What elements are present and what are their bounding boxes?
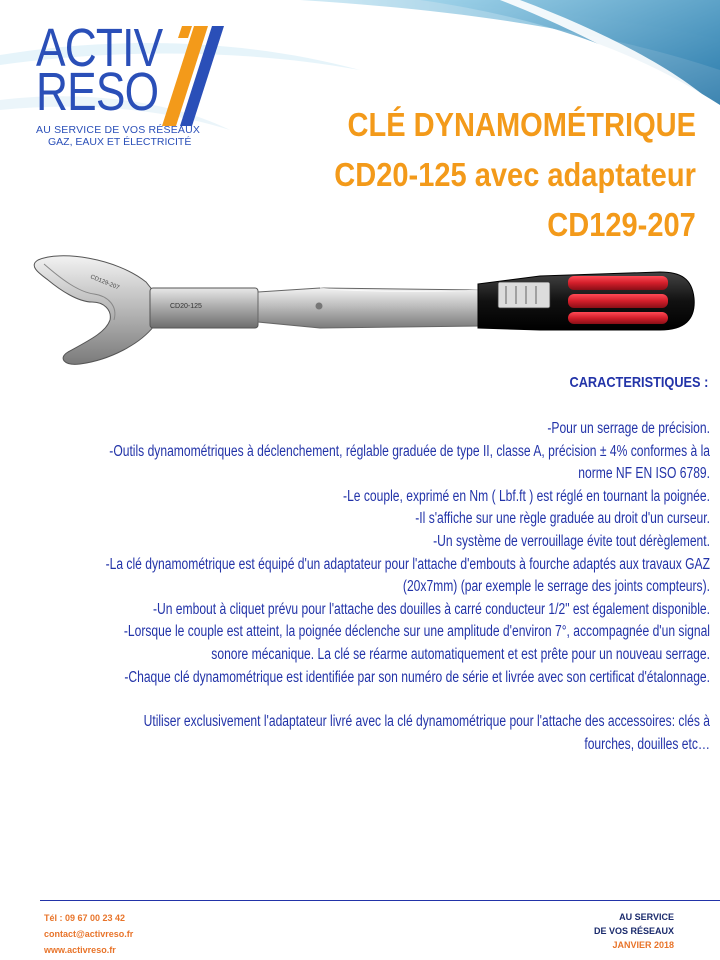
characteristic-line: norme NF EN ISO 6789. (578, 465, 710, 483)
torque-wrench-image (20, 248, 700, 372)
activreso-logo[interactable] (36, 18, 226, 154)
characteristic-line: -Lorsque le couple est atteint, la poignée déclenche sur une amplitude d'environ 7°, accompagnée d'un signal (123, 623, 710, 641)
characteristic-line: -Chaque clé dynamométrique est identifiée par son numéro de série et livrée avec son certificat d'étalonnage. (124, 668, 710, 686)
logo-wordmark-reso: RESO (36, 62, 159, 122)
paragraph-spacer (10, 689, 710, 711)
footer-website-link[interactable]: www.activreso.fr (44, 945, 116, 955)
characteristic-line: -Un système de verrouillage évite tout dérèglement. (433, 532, 710, 550)
footer-contact (44, 910, 133, 958)
footer-divider (40, 900, 720, 901)
product-title-line-1: CLÉ DYNAMOMÉTRIQUE (347, 106, 696, 143)
footer-date: JANVIER 2018 (612, 940, 674, 950)
footer-tagline-2: DE VOS RÉSEAUX (593, 926, 674, 936)
characteristic-line: -Le couple, exprimé en Nm ( Lbf.ft ) est réglé en tournant la poignée. (343, 487, 710, 505)
usage-note-line: Utiliser exclusivement l'adaptateur livré avec la clé dynamométrique pour l'attache des accessoires: clés à (143, 713, 710, 731)
characteristic-line: sonore mécanique. La clé se réarme automatiquement et est prête pour un nouveau serrage. (211, 645, 710, 663)
characteristics-list (10, 418, 710, 756)
logo-slashes-icon (154, 26, 224, 126)
characteristic-line: (20x7mm) (par exemple le serrage des joints compteurs). (402, 578, 710, 596)
footer-phone[interactable]: Tél : 09 67 00 23 42 (44, 913, 126, 923)
footer-tagline-1: AU SERVICE (619, 912, 674, 922)
svg-text:CD129-207: CD129-207 (89, 274, 120, 292)
characteristic-line: -Il s'affiche sur une règle graduée au droit d'un curseur. (415, 510, 710, 528)
characteristic-line: -Pour un serrage de précision. (547, 420, 710, 437)
logo-wordmark-activ: ACTIV (36, 18, 163, 78)
characteristics-heading: CARACTERISTIQUES : (569, 374, 708, 391)
characteristic-line: -La clé dynamométrique est équipé d'un adaptateur pour l'attache d'embouts à fourche adaptés aux travaux GAZ (105, 555, 710, 573)
logo-tagline-1: AU SERVICE DE VOS RÉSEAUX (36, 124, 201, 136)
logo-tagline-2: GAZ, EAUX ET ÉLECTRICITÉ (48, 136, 192, 148)
footer-email-link[interactable]: contact@activreso.fr (44, 929, 134, 939)
characteristic-line: -Un embout à cliquet prévu pour l'attache des douilles à carré conducteur 1/2" est également disponible. (152, 600, 710, 618)
characteristic-line: -Outils dynamométriques à déclenchement, réglable graduée de type II, classe A, précision ± 4% conformes à la (109, 442, 711, 460)
wrench-marking: CD20-125 (170, 303, 202, 310)
footer-info (594, 910, 674, 952)
product-title-line-3: CD129-207 (547, 206, 696, 243)
usage-note-line: fourches, douilles etc… (584, 735, 710, 753)
product-title-line-2: CD20-125 avec adaptateur (334, 156, 696, 193)
